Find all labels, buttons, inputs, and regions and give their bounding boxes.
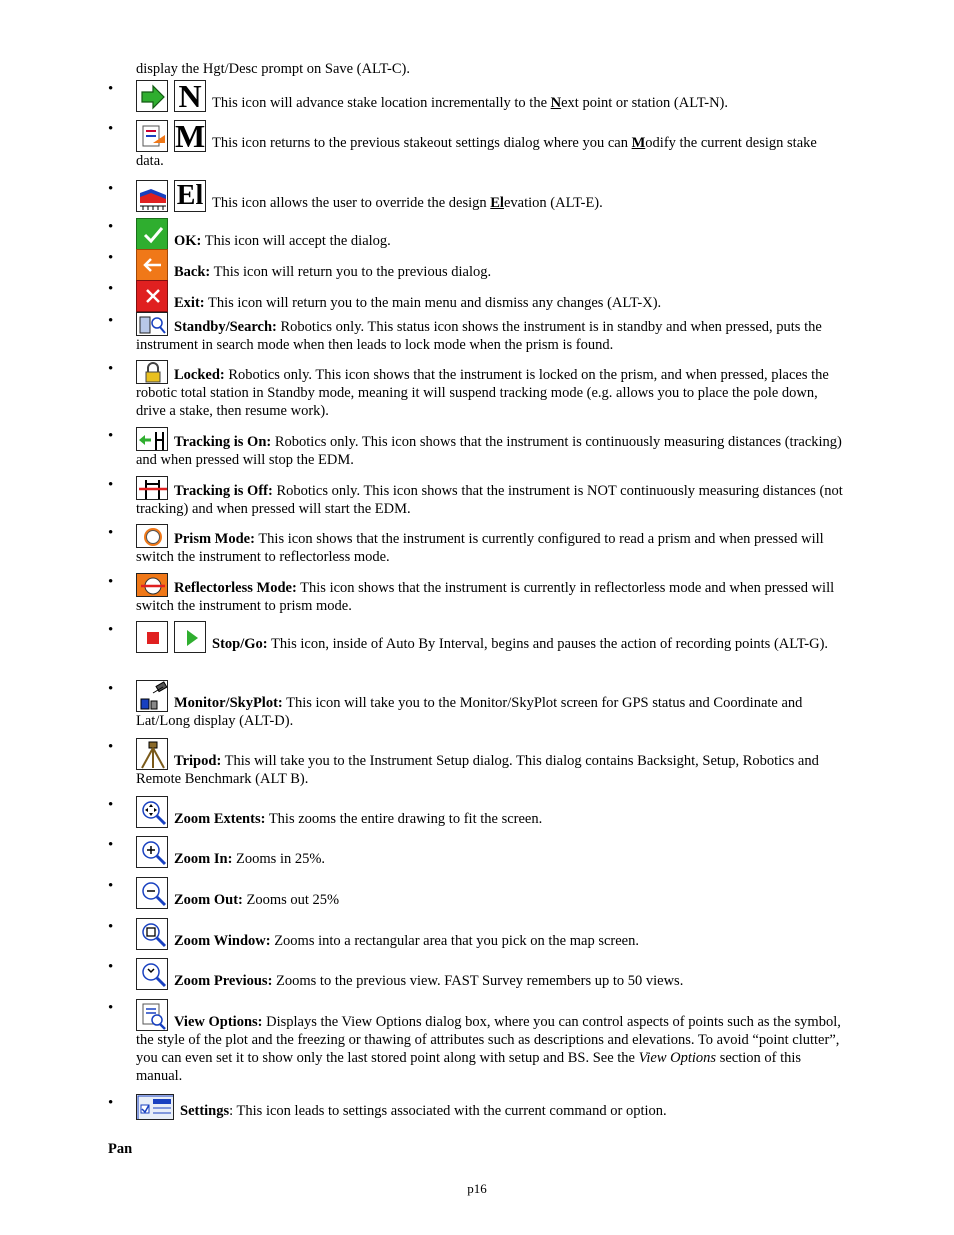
play-icon[interactable] [174,621,206,653]
bullet: • [108,622,114,638]
bullet: • [108,219,114,235]
list-item-stop-go: • Stop/Go: This icon, inside of Auto By Interval, begins and pauses the action of recording points (ALT-G). [108,622,829,652]
settings-icon[interactable] [136,1094,174,1120]
zoom-window-icon[interactable] [136,918,168,950]
list-item-tripod: • Tripod: This will take you to the Instrument Setup dialog. This dialog contains Backsight, Setup, Robotics and Remote Benchmark (ALT B). [108,739,819,787]
list-item-elevation: • El This icon allows the user to override the design Elevation (ALT-E). [108,180,603,211]
bullet: • [108,681,114,697]
list-item-back: • Back: This icon will return you to the previous dialog. [108,250,492,280]
stakeout-settings-icon[interactable] [136,120,168,152]
list-item-zoom-previous: • Zoom Previous: Zooms to the previous view. FAST Survey remembers up to 50 views. [108,959,684,989]
page-number: p16 [467,1181,487,1196]
list-item-zoom-window: • Zoom Window: Zooms into a rectangular area that you pick on the map screen. [108,919,639,949]
letter-el-icon[interactable]: El [174,180,206,212]
bullet: • [108,797,114,813]
bullet: • [108,428,114,444]
bullet: • [108,837,114,853]
stop-icon[interactable] [136,621,168,653]
list-item-monitor-skyplot: • Monitor/SkyPlot: This icon will take you to the Monitor/SkyPlot screen for GPS status and Coordinate and Lat/Long display (ALT-D). [108,681,803,729]
view-options-icon[interactable] [136,999,168,1031]
standby-search-icon[interactable] [136,312,168,336]
bullet: • [108,313,114,329]
list-item-zoom-in: • Zoom In: Zooms in 25%. [108,837,326,867]
zoom-out-icon[interactable] [136,877,168,909]
bullet: • [108,281,114,297]
lock-icon[interactable] [136,360,168,384]
list-item-prism-mode: • Prism Mode: This icon shows that the instrument is currently configured to read a prism and when pressed will switch the instrument to reflectorless mode. [108,525,824,565]
letter-n-icon[interactable]: N [174,80,206,112]
checkmark-icon[interactable] [136,218,168,250]
list-item-zoom-out: • Zoom Out: Zooms out 25% [108,878,340,908]
pan-heading: Pan [108,1141,133,1157]
bullet: • [108,525,114,541]
list-item-reflectorless-mode: • Reflectorless Mode: This icon shows that the instrument is currently in reflectorless mode and when pressed will switch the instrument to prism mode. [108,574,835,614]
close-icon[interactable] [136,280,168,312]
bullet: • [108,574,114,590]
bullet: • [108,250,114,266]
list-item-zoom-extents: • Zoom Extents: This zooms the entire drawing to fit the screen. [108,797,543,827]
zoom-previous-icon[interactable] [136,958,168,990]
list-item-standby-search: • Standby/Search: Robotics only. This status icon shows the instrument is in standby and when pressed, puts the instrument in search mode when then leads to lock mode when the prism is found. [108,313,822,353]
list-item-view-options: • View Options: Displays the View Options dialog box, where you can control aspects of points such as the symbol, the style of the plot and the freezing or thawing of attributes such as descriptions and elevations. To avoid “point clutter”, you can even set it to show only the last stored point along with setup and BS. See the View Options section of this manual. [108,1000,841,1084]
list-item-exit: • Exit: This icon will return you to the main menu and dismiss any changes (ALT-X). [108,281,662,311]
zoom-extents-icon[interactable] [136,796,168,828]
list-item-locked: • Locked: Robotics only. This icon shows that the instrument is locked on the prism, and when pressed, places the robotic total station in Standby mode, meaning it will suspend tracking mode (e.g. allows you to place the pole down, drive a stake, then resume work). [108,361,829,419]
bullet: • [108,959,114,975]
list-item-tracking-off: • Tracking is Off: Robotics only. This icon shows that the instrument is NOT continuously measuring distances (not tracking) and when pressed will start the EDM. [108,477,843,517]
bullet: • [108,181,114,197]
bullet: • [108,878,114,894]
list-item-next: • N This icon will advance stake location incrementally to the Next point or station (ALT-N). [108,80,728,112]
bullet: • [108,121,114,137]
list-item-tracking-on: • Tracking is On: Robotics only. This icon shows that the instrument is continuously measuring distances (tracking) and when pressed will stop the EDM. [108,428,842,468]
bullet: • [108,1000,114,1016]
green-right-arrow-icon[interactable] [136,80,168,112]
letter-m-icon[interactable]: M [175,120,206,152]
bullet: • [108,81,114,97]
list-item-modify: • M This icon returns to the previous stakeout settings dialog where you can Modify the current design stake data. [108,120,817,169]
zoom-in-icon[interactable] [136,836,168,868]
tracking-off-icon[interactable] [136,476,168,500]
satellite-icon[interactable] [136,680,168,712]
list-item-ok: • OK: This icon will accept the dialog. [108,219,391,249]
reflectorless-icon[interactable] [136,573,168,597]
tracking-on-icon[interactable] [136,427,168,451]
prism-icon[interactable] [136,524,168,548]
back-arrow-icon[interactable] [136,249,168,281]
tripod-icon[interactable] [136,738,168,770]
bullet: • [108,361,114,377]
bullet: • [108,919,114,935]
intro-text: display the Hgt/Desc prompt on Save (ALT-C). [136,61,410,77]
bullet: • [108,739,114,755]
elevation-icon[interactable] [136,180,168,212]
bullet: • [108,1095,114,1111]
bullet: • [108,477,114,493]
list-item-settings: • Settings: This icon leads to settings associated with the current command or option. [108,1095,667,1119]
